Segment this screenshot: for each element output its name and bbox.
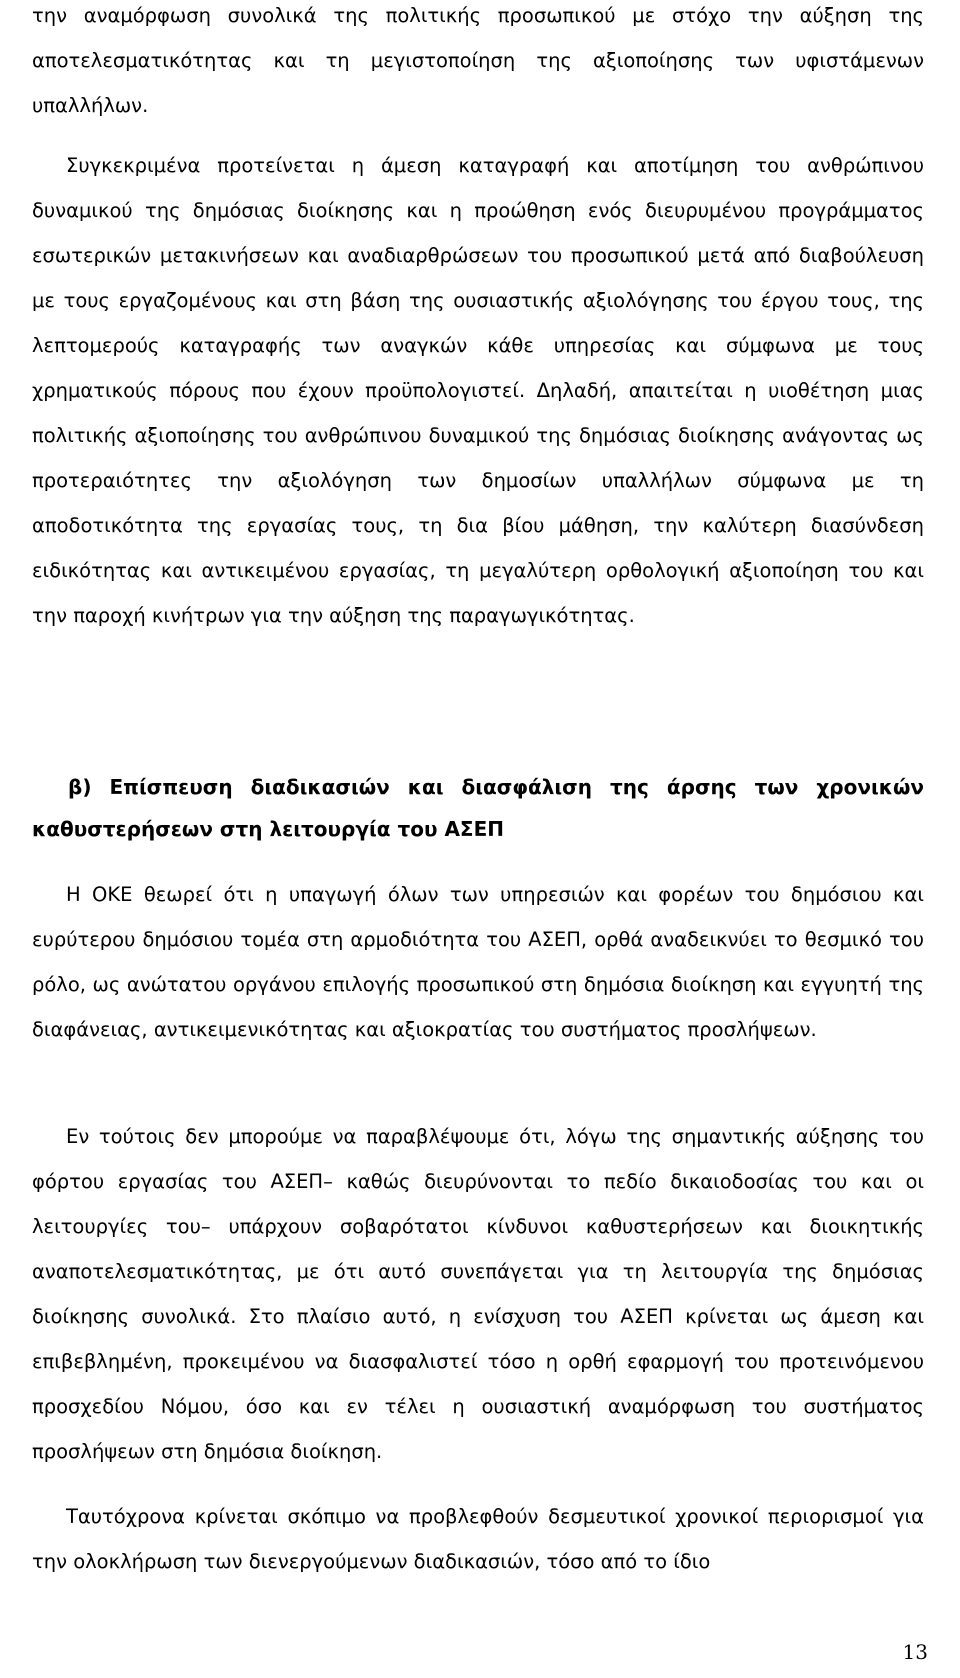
paragraph-oke-opinion: Η ΟΚΕ θεωρεί ότι η υπαγωγή όλων των υπηρεσιών και φορέων του δημόσιου και ευρύτερου δημόσιου τομέα στη αρμοδιότητα του ΑΣΕΠ, ορθά αναδεικνύει το θεσμικό του ρόλο, ως ανώτατου οργάνου επιλογής προσωπικού στη δημόσια διοίκηση και εγγυητή της διαφάνειας, αντικειμενικότητας και αξιοκρατίας του συστήματος προσλήψεων. <box>32 883 924 1041</box>
paragraph-continued: την αναμόρφωση συνολικά της πολιτικής προσωπικού με στόχο την αύξηση της αποτελεσματικότητας και τη μεγιστοποίηση της αξιοποίησης των υφιστάμενων υπαλλήλων. <box>32 4 924 117</box>
section-heading-asep: β) Επίσπευση διαδικασιών και διασφάλιση της άρσης των χρονικών καθυστερήσεων στη λειτουργία του ΑΣΕΠ <box>32 775 924 841</box>
paragraph-time-limits: Ταυτόχρονα κρίνεται σκόπιμο να προβλεφθούν δεσμευτικοί χρονικοί περιορισμοί για την ολοκλήρωση των διενεργούμενων διαδικασιών, τόσο από το ίδιο <box>32 1505 924 1573</box>
paragraph-asep-workload: Εν τούτοις δεν μπορούμε να παραβλέψουμε ότι, λόγω της σημαντικής αύξησης του φόρτου εργασίας του ΑΣΕΠ– καθώς διευρύνονται το πεδίο δικαιοδοσίας του και οι λειτουργίες του– υπάρχουν σοβαρότατοι κίνδυνοι καθυστερήσεων και διοικητικής αναποτελεσματικότητας, με ότι αυτό συνεπάγεται για τη λειτουργία της δημόσιας διοίκησης συνολικά. Στο πλαίσιο αυτό, η ενίσχυση του ΑΣΕΠ κρίνεται ως άμεση και επιβεβλημένη, προκειμένου να διασφαλιστεί τόσο η ορθή εφαρμογή του προτεινόμενου προσχεδίου Νόμου, όσο και εν τέλει η ουσιαστική αναμόρφωση του συστήματος προσλήψεων στη δημόσια διοίκηση. <box>32 1125 924 1463</box>
paragraph-personnel-recording: Συγκεκριμένα προτείνεται η άμεση καταγραφή και αποτίμηση του ανθρώπινου δυναμικού της δημόσιας διοίκησης και η προώθηση ενός διευρυμένου προγράμματος εσωτερικών μετακινήσεων και αναδιαρθρώσεων του προσωπικού μετά από διαβούλευση με τους εργαζομένους και στη βάση της ουσιαστικής αξιολόγησης του έργου τους, της λεπτομερούς καταγραφής των αναγκών κάθε υπηρεσίας και σύμφωνα με τους χρηματικούς πόρους που έχουν προϋπολογιστεί. Δηλαδή, απαιτείται η υιοθέτηση μιας πολιτικής αξιοποίησης του ανθρώπινου δυναμικού της δημόσιας διοίκησης ανάγοντας ως προτεραιότητες την αξιολόγηση των δημοσίων υπαλλήλων σύμφωνα με τη αποδοτικότητα της εργασίας τους, τη δια βίου μάθηση, την καλύτερη διασύνδεση ειδικότητας και αντικειμένου εργασίας, τη μεγαλύτερη ορθολογική αξιοποίηση του και την παροχή κινήτρων για την αύξηση της παραγωγικότητας. <box>32 154 924 627</box>
page-number: 13 <box>902 1640 928 1664</box>
